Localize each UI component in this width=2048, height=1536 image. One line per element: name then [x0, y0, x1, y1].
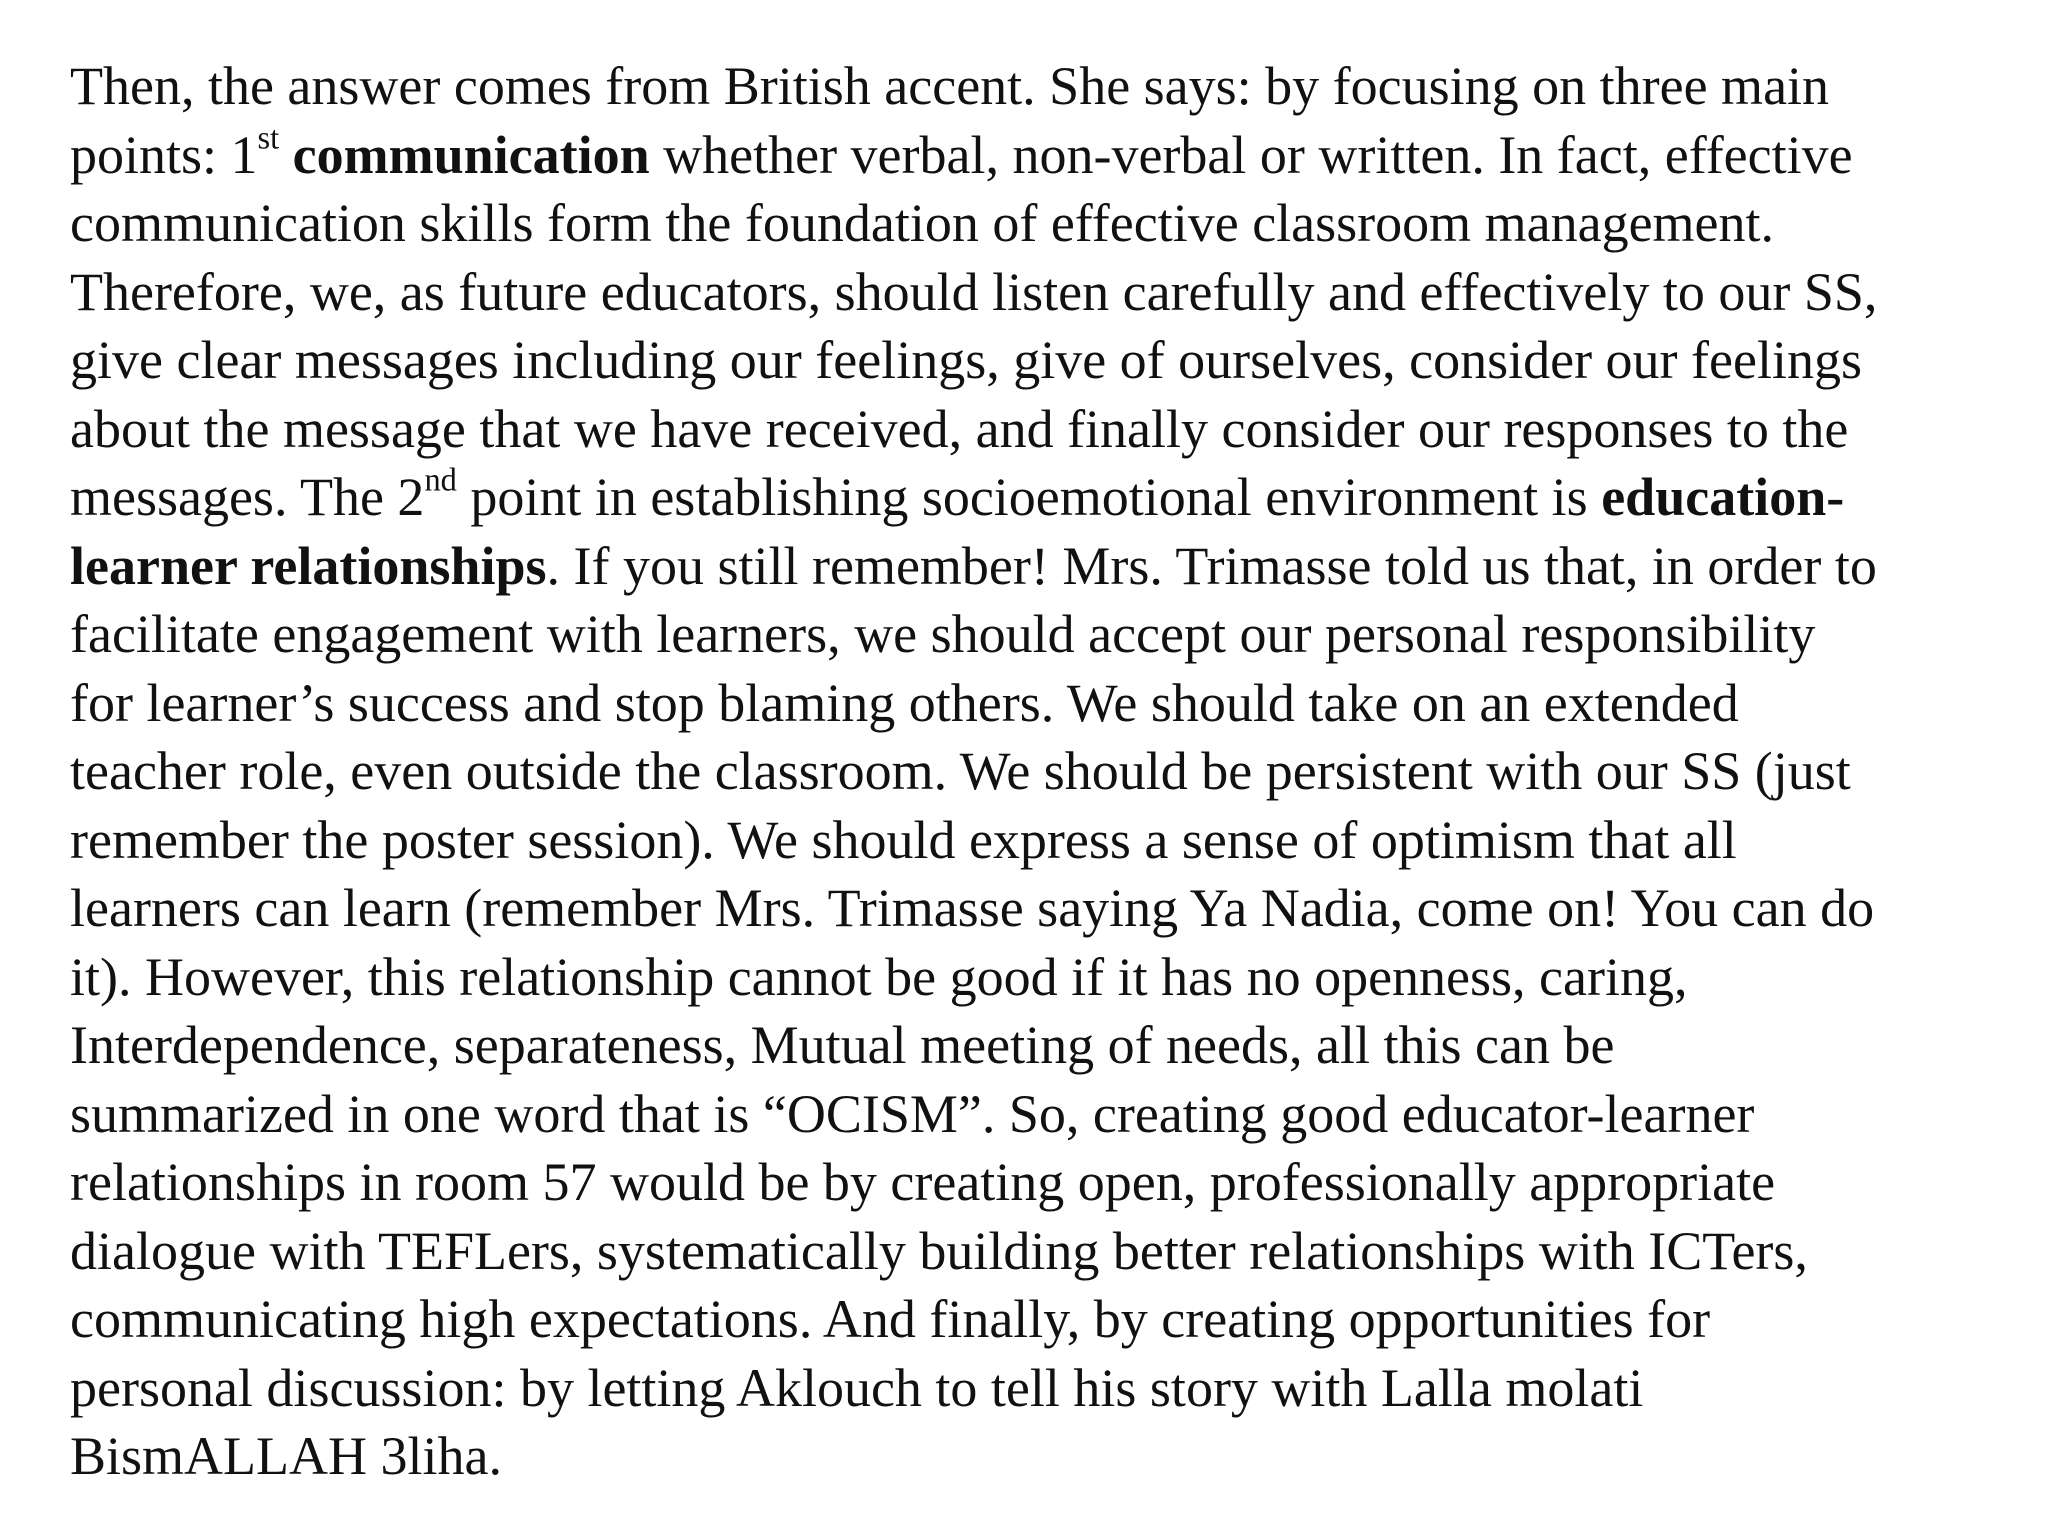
text-line	[70, 52, 2030, 121]
bold-term: communication	[292, 124, 650, 185]
ordinal-suffix: st	[257, 120, 280, 157]
text-line	[70, 1080, 2030, 1149]
bold-term: education-	[1601, 467, 1845, 527]
paragraph	[70, 52, 2030, 1491]
text-line	[70, 600, 2030, 669]
text-run: give clear messages including our feelings, give of ourselves, consider our feelings	[70, 330, 1862, 390]
text-run: messages. The 2	[70, 467, 425, 527]
text-line	[70, 1217, 2030, 1286]
text-run: Then, the answer comes from British accent. She says: by focusing on three main	[70, 56, 1830, 116]
text-line	[70, 874, 2030, 943]
text-run: Interdependence, separateness, Mutual meeting of needs, all this can be	[70, 1015, 1615, 1075]
text-line	[70, 669, 2030, 738]
text-line	[70, 1148, 2030, 1217]
text-run	[279, 125, 293, 185]
document-page	[70, 52, 2030, 1491]
text-run: whether verbal, non-verbal or written. In fact, effective	[649, 124, 1853, 185]
text-run: personal discussion: by letting Aklouch to tell his story with Lalla molati	[70, 1357, 1644, 1418]
text-line	[70, 1422, 2030, 1491]
text-run: learners can learn (remember Mrs. Trimasse saying Ya Nadia, come on! You can do	[70, 878, 1875, 938]
text-run: teacher role, even outside the classroom. We should be persistent with our SS (just	[70, 741, 1851, 801]
text-line	[70, 806, 2030, 875]
text-line	[70, 121, 2030, 190]
text-run: point in establishing socioemotional environment is	[456, 467, 1602, 527]
text-line	[70, 1354, 2030, 1423]
text-line	[70, 1011, 2030, 1080]
text-run: facilitate engagement with learners, we should accept our personal responsibility	[70, 604, 1816, 664]
ordinal-suffix: nd	[424, 462, 457, 499]
text-run: communicating high expectations. And finally, by creating opportunities for	[70, 1289, 1711, 1349]
text-line	[70, 737, 2030, 806]
text-run: relationships in room 57 would be by creating open, professionally appropriate	[70, 1152, 1776, 1212]
text-run: BismALLAH 3liha.	[70, 1426, 502, 1486]
text-line	[70, 463, 2030, 532]
text-run: about the message that we have received, and finally consider our responses to the	[70, 398, 1849, 459]
text-run: points: 1	[70, 124, 258, 185]
bold-term: learner relationships	[70, 535, 547, 596]
text-run: summarized in one word that is “OCISM”. So, creating good educator-learner	[70, 1083, 1755, 1144]
text-line	[70, 395, 2030, 464]
text-run: Therefore, we, as future educators, should listen carefully and effectively to our SS,	[70, 261, 1878, 322]
text-line	[70, 1285, 2030, 1354]
text-run: it). However, this relationship cannot be good if it has no openness, caring,	[70, 946, 1688, 1007]
text-line	[70, 258, 2030, 327]
text-run: . If you still remember! Mrs. Trimasse told us that, in order to	[546, 535, 1877, 596]
text-run: remember the poster session). We should express a sense of optimism that all	[70, 809, 1737, 870]
text-run: dialogue with TEFLers, systematically building better relationships with ICTers,	[70, 1220, 1808, 1281]
text-line	[70, 943, 2030, 1012]
text-line	[70, 532, 2030, 601]
text-run: for learner’s success and stop blaming others. We should take on an extended	[70, 672, 1739, 733]
text-line	[70, 189, 2030, 258]
text-line	[70, 326, 2030, 395]
text-run: communication skills form the foundation of effective classroom management.	[70, 193, 1775, 253]
